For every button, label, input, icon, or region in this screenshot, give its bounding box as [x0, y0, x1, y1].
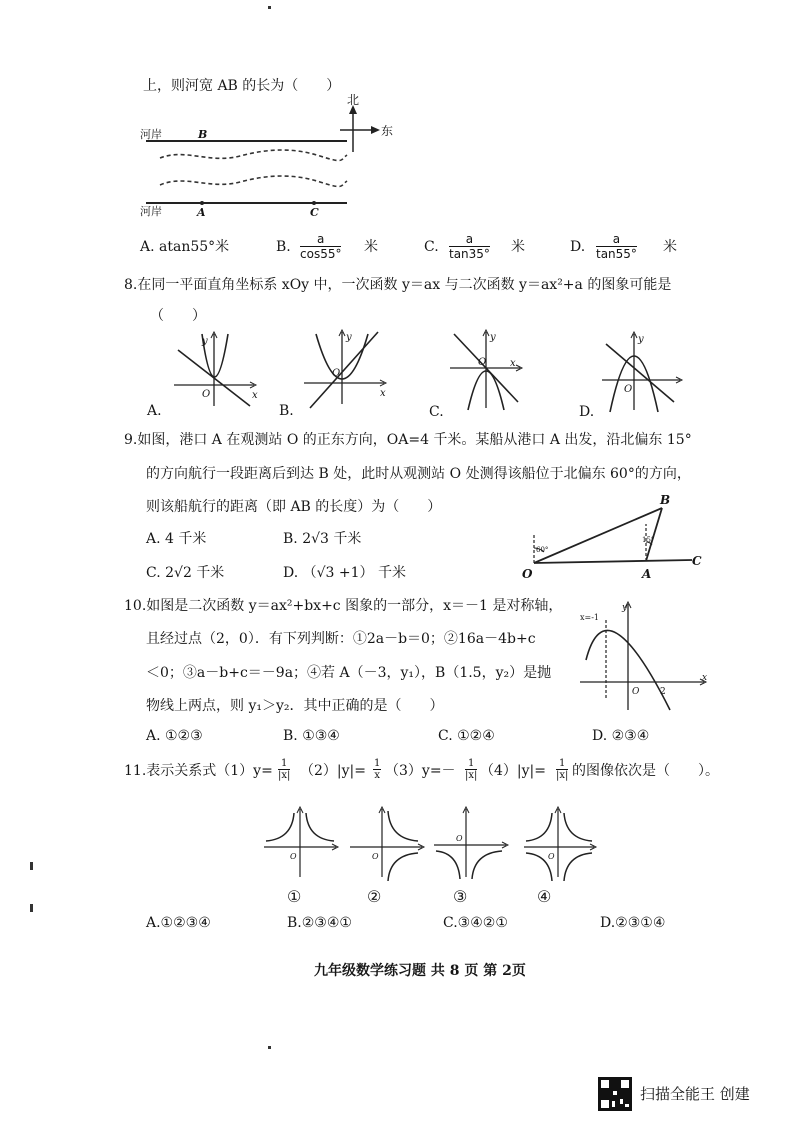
q11-fraction-2: 1 x — [374, 758, 381, 781]
q7-option-d-label: D. — [570, 239, 586, 255]
q7-option-c-unit: 米 — [511, 239, 525, 255]
q9-option-b: B. 2√3 千米 — [283, 531, 362, 547]
q7-option-d-unit: 米 — [663, 239, 677, 255]
q11-graph-label-3: ③ — [453, 887, 468, 906]
origin-label: O — [456, 834, 463, 843]
q11-graph-1 — [262, 805, 342, 880]
q11-fraction-1: 1 |x| — [278, 758, 291, 781]
point-O: O — [522, 567, 533, 581]
bank-label-bottom: 河岸 — [140, 205, 162, 218]
point-A: A — [197, 206, 206, 219]
bank-label-top: 河岸 — [140, 128, 162, 141]
q9-option-c: C. 2√2 千米 — [146, 565, 225, 581]
scan-speck — [30, 862, 33, 870]
q11-part4: （4）|y|= — [480, 763, 546, 779]
scan-speck — [30, 904, 33, 912]
point-C: C — [692, 554, 702, 568]
q9-option-d: D. （√3 +1） 千米 — [283, 565, 406, 581]
q7-option-c-fraction: $\frac{a}{\tan 35^\circ}$ — [449, 232, 490, 261]
q7-stem: 上，则河宽 AB 的长为（ ） — [143, 78, 341, 94]
q8-label-c: C. — [429, 404, 444, 420]
x-label: x — [510, 358, 516, 369]
origin-label: O — [202, 389, 211, 400]
q11-graph-label-4: ④ — [537, 887, 552, 906]
q8-graph-a — [172, 330, 262, 410]
q11-graph-2 — [348, 805, 428, 880]
q7-option-b-unit: 米 — [364, 239, 378, 255]
origin-label: O — [632, 687, 640, 697]
origin-label: O — [372, 852, 379, 861]
scan-speck — [268, 1046, 271, 1049]
q11-part5: 的图像依次是（ ）。 — [572, 763, 719, 779]
y-label: y — [490, 332, 496, 343]
q7-option-b-label: B. — [276, 239, 291, 255]
q10-line3: ＜0；③a－b+c＝－9a；④若 A（－3，y₁），B（1.5，y₂）是抛 — [146, 665, 552, 681]
y-label: y — [346, 332, 352, 343]
q7-river-diagram — [140, 93, 394, 225]
x-label: x — [702, 673, 708, 683]
y-label: y — [622, 603, 628, 613]
q10-option-b: B. ①③④ — [283, 728, 340, 744]
x-label: x — [252, 390, 258, 401]
point-B: B — [198, 128, 208, 141]
q10-option-d: D. ②③④ — [592, 728, 650, 744]
x-label: x — [380, 388, 386, 399]
page-footer: 九年级数学练习题 共 8 页 第 2页 — [314, 963, 526, 979]
q11-fraction-3: 1 |x| — [465, 758, 478, 781]
point-A: A — [642, 567, 652, 581]
q9-option-a: A. 4 千米 — [146, 531, 207, 547]
q8-graph-b — [302, 328, 392, 408]
origin-label: O — [290, 852, 297, 861]
axis-of-symmetry-label: x=-1 — [580, 613, 600, 622]
q8-paren: （ ） — [150, 308, 206, 324]
q8-graph-d — [600, 330, 690, 415]
angle-60-label: 60° — [536, 546, 549, 554]
origin-label: O — [478, 357, 487, 368]
angle-15-label: 15° — [642, 536, 655, 544]
q11-part3: （3）y=－ — [385, 763, 456, 779]
q9-line3: 则该船航行的距离（即 AB 的长度）为（ ） — [146, 499, 442, 515]
q9-line2: 的方向航行一段距离后到达 B 处，此时从观测站 O 处测得该船位于北偏东 60°的方向， — [146, 466, 691, 482]
q10-option-a: A. ①②③ — [146, 728, 203, 744]
q10-line4: 物线上两点，则 y₁＞y₂．其中正确的是（ ） — [146, 698, 444, 714]
q8-graph-c — [448, 328, 538, 413]
q9-line1: 9.如图，港口 A 在观测站 O 的正东方向，OA=4 千米。某船从港口 A 出发，沿北偏东 15° — [124, 432, 692, 448]
origin-label: O — [624, 384, 633, 395]
scan-speck — [268, 6, 271, 9]
q11-option-a: A.①②③④ — [146, 915, 211, 931]
q11-graph-label-2: ② — [367, 887, 382, 906]
q10-parabola-diagram — [580, 600, 710, 715]
q7-option-c-label: C. — [424, 239, 439, 255]
q11-part2: （2）|y|= — [300, 763, 366, 779]
q7-option-a: A. atan55°米 — [140, 239, 230, 255]
point-B: B — [660, 493, 671, 507]
q10-option-c: C. ①②④ — [438, 728, 495, 744]
q11-graph-3 — [432, 805, 512, 880]
q8-label-b: B. — [279, 403, 294, 419]
east-label: 东 — [381, 124, 394, 138]
y-label: y — [638, 334, 644, 345]
q11-option-d: D.②③①④ — [600, 915, 666, 931]
origin-label: O — [548, 852, 555, 861]
q10-line2: 且经过点（2，0）．有下列判断：①2a－b＝0；②16a－4b+c — [146, 631, 536, 647]
qr-code-icon — [598, 1077, 632, 1111]
y-label: y — [202, 336, 208, 347]
q11-option-c: C.③④②① — [443, 915, 508, 931]
q8-label-a: A. — [147, 403, 162, 419]
q7-option-d-fraction: $\frac{a}{\tan 55^\circ}$ — [596, 232, 637, 261]
q11-graph-4 — [522, 805, 602, 880]
q11-graph-label-1: ① — [287, 887, 302, 906]
q8-label-d: D. — [579, 404, 595, 420]
north-label: 北 — [347, 93, 360, 107]
q11-option-b: B.②③④① — [287, 915, 352, 931]
scanner-watermark: 扫描全能王 创建 — [640, 1085, 750, 1103]
q11-part1: 11.表示关系式（1）y= — [124, 763, 273, 779]
q8-stem: 8.在同一平面直角坐标系 xOy 中，一次函数 y＝ax 与二次函数 y＝ax²+a 的图象可能是 — [124, 277, 672, 293]
point-C: C — [310, 206, 319, 219]
q11-fraction-4: 1 |x| — [556, 758, 569, 781]
root-label: 2 — [660, 687, 666, 697]
origin-label: O — [332, 368, 341, 379]
q9-diagram — [520, 490, 710, 580]
q10-line1: 10.如图是二次函数 y＝ax²+bx+c 图象的一部分，x＝－1 是对称轴， — [124, 598, 563, 614]
q7-option-b-fraction: $\frac{a}{\cos 55^\circ}$ — [300, 232, 342, 261]
